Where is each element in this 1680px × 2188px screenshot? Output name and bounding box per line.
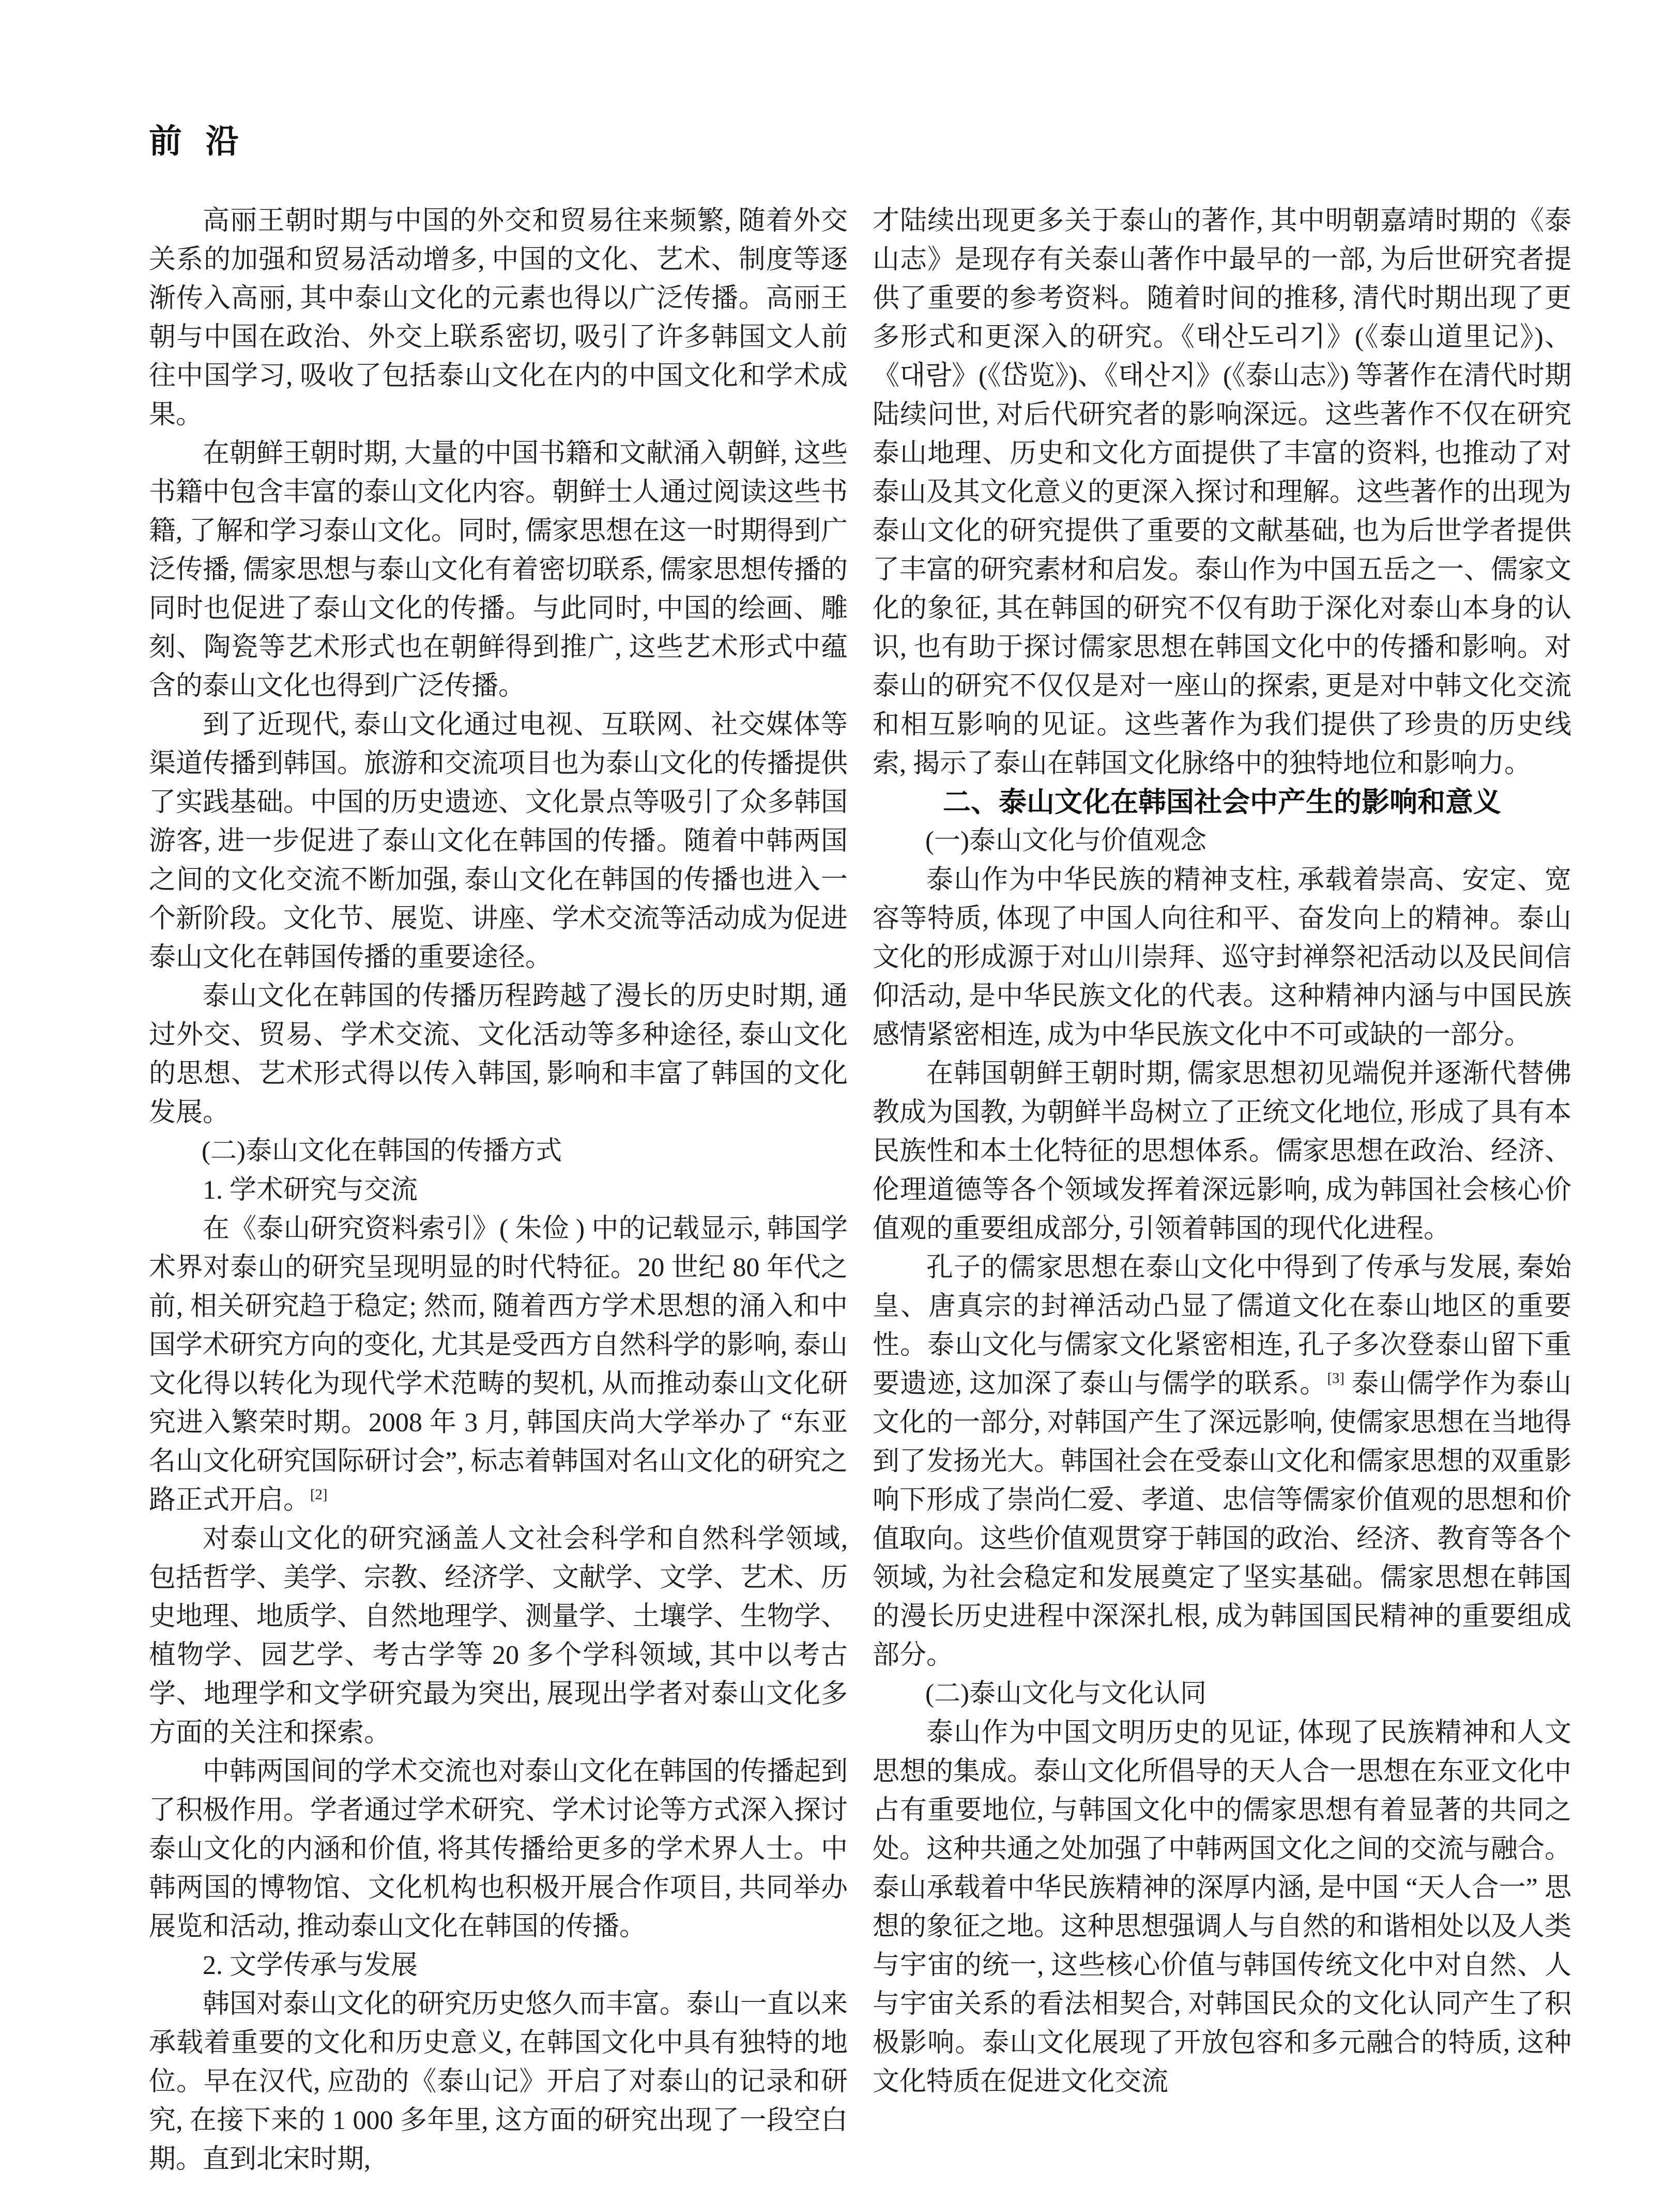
column-section-label: 前 沿	[149, 123, 246, 160]
text-run: 泰山文化在韩国的传播历程跨越了漫长的历史时期, 通过外交、贸易、学术交流、文化活动等多种途径, 泰山文化的思想、艺术形式得以传入韩国, 影响和丰富了韩国的文化发展。	[149, 982, 848, 1127]
text-run: 在《泰山研究资料索引》( 朱俭 ) 中的记载显示, 韩国学术界对泰山的研究呈现明显的时代特征。20 世纪 80 年代之前, 相关研究趋于稳定; 然而, 随着西方学术思想的涌入和中国学术研究方向的变化, 尤其是受西方自然科学的影响, 泰山文化得以转化为现代学术范畴的契机, 从而推动泰山文化研究进入繁荣时期。2008 年 3 月, 韩国庆尚大学举办了 “东亚名山文化研究国际研讨会”, 标志着韩国对名山文化的研究之路正式开启。	[149, 1214, 848, 1515]
text-run: (二)泰山文化与文化认同	[925, 1679, 1206, 1708]
text-run: 1. 学术研究与交流	[203, 1175, 418, 1205]
paragraph-spread-summary	[149, 977, 848, 1132]
text-run: 2. 文学传承与发展	[203, 1951, 418, 1980]
paragraph-disciplines	[149, 1520, 848, 1752]
text-run: 在韩国朝鲜王朝时期, 儒家思想初见端倪并逐渐代替佛教成为国教, 为朝鲜半岛树立了正统文化地位, 形成了具有本民族性和本土化特征的思想体系。儒家思想在政治、经济、伦理道德等各个领域发挥着深远影响, 成为韩国社会核心价值观的重要组成部分, 引领着韩国的现代化进程。	[873, 1059, 1572, 1244]
section-heading-influence-significance	[873, 783, 1571, 822]
text-run: 韩国对泰山文化的研究历史悠久而丰富。泰山一直以来承载着重要的文化和历史意义, 在韩国文化中具有独特的地位。早在汉代, 应劭的《泰山记》开启了对泰山的记录和研究, 在接下来的 1 000 多年里, 这方面的研究出现了一段空白期。直到北宋时期,	[149, 1990, 848, 2174]
text-run: 泰山儒学作为泰山文化的一部分, 对韩国产生了深远影响, 使儒家思想在当地得到了发扬光大。韩国社会在受泰山文化和儒家思想的双重影响下形成了崇尚仁爱、孝道、忠信等儒家价值观的思想和价值取向。这些价值观贯穿于韩国的政治、经济、教育等各个领域, 为社会稳定和发展奠定了坚实基础。儒家思想在韩国的漫长历史进程中深深扎根, 成为韩国国民精神的重要组成部分。	[873, 1369, 1572, 1670]
text-run: 才陆续出现更多关于泰山的著作, 其中明朝嘉靖时期的《泰山志》是现存有关泰山著作中最早的一部, 为后世研究者提供了重要的参考资料。随着时间的推移, 清代时期出现了更多形式和更深入的研究。《태산도리기》(《泰山道里记》)、《대람》(《岱览》)、《태산지》(《泰山志》) 等著作在清代时期陆续问世, 对后代研究者的影响深远。这些著作不仅在研究泰山地理、历史和文化方面提供了丰富的资料, 也推动了对泰山及其文化意义的更深入探讨和理解。这些著作的出现为泰山文化的研究提供了重要的文献基础, 也为后世学者提供了丰富的研究素材和启发。泰山作为中国五岳之一、儒家文化的象征, 其在韩国的研究不仅有助于深化对泰山本身的认识, 也有助于探讨儒家思想在韩国文化中的传播和影响。对泰山的研究不仅仅是对一座山的探索, 更是对中韩文化交流和相互影响的见证。这些著作为我们提供了珍贵的历史线索, 揭示了泰山在韩国文化脉络中的独特地位和影响力。	[873, 206, 1572, 778]
numbered-heading-literary-heritage	[149, 1946, 848, 1985]
text-run: 对泰山文化的研究涵盖人文社会科学和自然科学领域, 包括哲学、美学、宗教、经济学、文献学、文学、艺术、历史地理、地质学、自然地理学、测量学、土壤学、生物学、植物学、园艺学、考古学等 20 多个学科领域, 其中以考古学、地理学和文学研究最为突出, 展现出学者对泰山文化多方面的关注和探索。	[149, 1524, 848, 1748]
footnote-reference: [3]	[1327, 1370, 1345, 1387]
paragraph-joseon-books	[149, 434, 848, 706]
text-run: 孔子的儒家思想在泰山文化中得到了传承与发展, 秦始皇、唐真宗的封禅活动凸显了儒道文化在泰山地区的重要性。泰山文化与儒家文化紧密相连, 孔子多次登泰山留下重要遗迹, 这加深了泰山与儒学的联系。	[873, 1253, 1571, 1399]
text-run: 高丽王朝时期与中国的外交和贸易往来频繁, 随着外交关系的加强和贸易活动增多, 中国的文化、艺术、制度等逐渐传入高丽, 其中泰山文化的元素也得以广泛传播。高丽王朝与中国在政治、外交上联系密切, 吸引了许多韩国文人前往中国学习, 吸收了包括泰山文化在内的中国文化和学术成果。	[149, 206, 848, 430]
paragraph-goryeo-exchange	[149, 202, 848, 434]
text-run: 到了近现代, 泰山文化通过电视、互联网、社交媒体等渠道传播到韩国。旅游和交流项目也为泰山文化的传播提供了实践基础。中国的历史遗迹、文化景点等吸引了众多韩国游客, 进一步促进了泰山文化在韩国的传播。随着中韩两国之间的文化交流不断加强, 泰山文化在韩国的传播也进入一个新阶段。文化节、展览、讲座、学术交流等活动成为促进泰山文化在韩国传播的重要途径。	[149, 710, 848, 972]
text-column-right	[873, 202, 1571, 2101]
paragraph-confucianism-korea	[873, 1054, 1571, 1248]
paragraph-spiritual-pillar	[873, 861, 1571, 1054]
subsection-heading-cultural-identity	[873, 1675, 1571, 1713]
text-run: 中韩两国间的学术交流也对泰山文化在韩国的传播起到了积极作用。学者通过学术研究、学术讨论等方式深入探讨泰山文化的内涵和价值, 将其传播给更多的学术界人士。中韩两国的博物馆、文化机构也积极开展合作项目, 共同举办展览和活动, 推动泰山文化在韩国的传播。	[149, 1757, 848, 1941]
text-run: (二)泰山文化在韩国的传播方式	[202, 1137, 562, 1166]
text-run: (一)泰山文化与价值观念	[925, 827, 1206, 855]
subsection-heading-values	[873, 822, 1571, 861]
subsection-heading-transmission-modes	[149, 1132, 848, 1171]
paragraph-research-index	[149, 1210, 848, 1520]
text-run: 在朝鲜王朝时期, 大量的中国书籍和文献涌入朝鲜, 这些书籍中包含丰富的泰山文化内容。朝鲜士人通过阅读这些书籍, 了解和学习泰山文化。同时, 儒家思想在这一时期得到广泛传播, 儒家思想与泰山文化有着密切联系, 儒家思想传播的同时也促进了泰山文化的传播。与此同时, 中国的绘画、雕刻、陶瓷等艺术形式也在朝鲜得到推广, 这些艺术形式中蕴含的泰山文化也得到广泛传播。	[149, 439, 848, 701]
paragraph-academic-exchange	[149, 1752, 848, 1946]
numbered-heading-academic-research	[149, 1171, 848, 1210]
paragraph-civilization-witness	[873, 1713, 1571, 2101]
paragraph-modern-media	[149, 706, 848, 977]
footnote-reference: [2]	[310, 1487, 328, 1503]
text-run: 泰山作为中华民族的精神支柱, 承载着崇高、安定、宽容等特质, 体现了中国人向往和平、奋发向上的精神。泰山文化的形成源于对山川崇拜、巡守封禅祭祀活动以及民间信仰活动, 是中华民族文化的代表。这种精神内涵与中国民族感情紧密相连, 成为中华民族文化中不可或缺的一部分。	[873, 865, 1572, 1050]
paragraph-research-history	[149, 1985, 848, 2179]
paragraph-confucius-taishan	[873, 1248, 1571, 1675]
text-run: 二、泰山文化在韩国社会中产生的影响和意义	[943, 787, 1501, 818]
text-run: 泰山作为中国文明历史的见证, 体现了民族精神和人文思想的集成。泰山文化所倡导的天人合一思想在东亚文化中占有重要地位, 与韩国文化中的儒家思想有着显著的共同之处。这种共通之处加强了中韩两国文化之间的交流与融合。泰山承载着中华民族精神的深厚内涵, 是中国 “天人合一” 思想的象征之地。这种思想强调人与自然的和谐相处以及人类与宇宙的统一, 这些核心价值与韩国传统文化中对自然、人与宇宙关系的看法相契合, 对韩国民众的文化认同产生了积极影响。泰山文化展现了开放包容和多元融合的特质, 这种文化特质在促进文化交流	[873, 1718, 1572, 2097]
paragraph-taishan-works	[873, 202, 1571, 783]
text-column-left	[149, 202, 848, 2179]
